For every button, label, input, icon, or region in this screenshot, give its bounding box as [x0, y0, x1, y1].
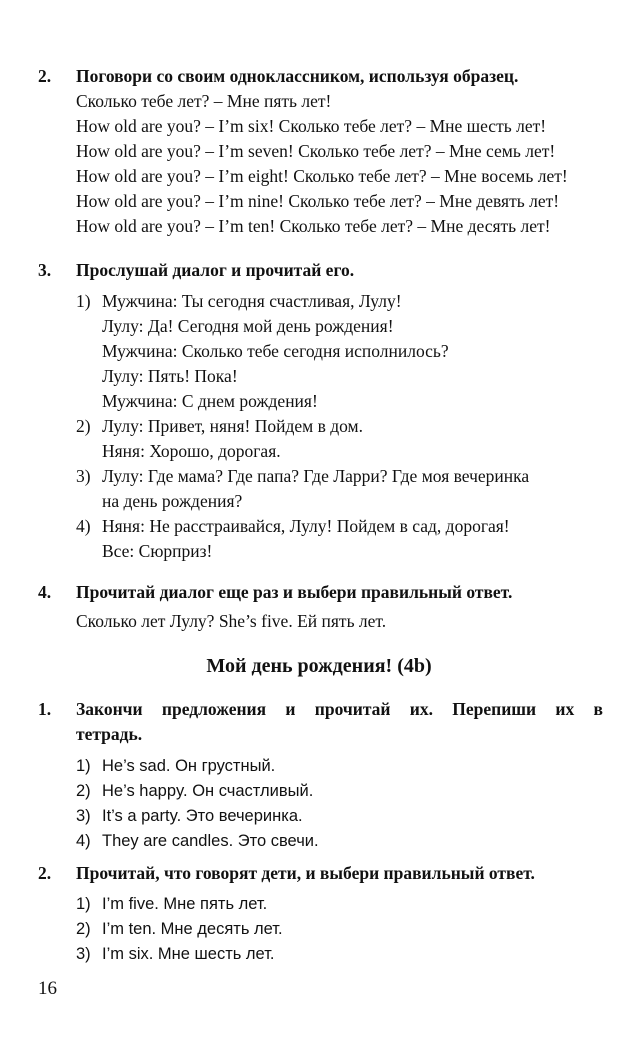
- task-1-sentences: [38, 697, 603, 854]
- item-number: 3): [76, 807, 91, 825]
- list-item: [38, 804, 603, 829]
- item-number: 3): [76, 945, 91, 963]
- dialogue-item: [38, 514, 603, 539]
- list-item: [38, 942, 603, 967]
- item-text: He’s sad. Он грустный.: [102, 757, 276, 775]
- item-number: 2): [76, 416, 91, 436]
- task-heading: [38, 258, 603, 283]
- list-item: [38, 779, 603, 804]
- item-text: He’s happy. Он счастливый.: [102, 782, 314, 800]
- item-number: 4): [76, 832, 91, 850]
- list-item: [38, 917, 603, 942]
- item-number: 3): [76, 466, 91, 486]
- page-number: 16: [38, 978, 57, 999]
- text-line: How old are you? – I’m nine! Сколько тебе лет? – Мне девять лет!: [76, 191, 560, 211]
- text-line: How old are you? – I’m ten! Сколько тебе лет? – Мне десять лет!: [76, 216, 551, 236]
- task-3-dialogue: [38, 258, 603, 564]
- text-line: How old are you? – I’m six! Сколько тебе лет? – Мне шесть лет!: [76, 116, 547, 136]
- item-number: 4): [76, 516, 91, 536]
- task-heading: [38, 64, 603, 89]
- item-text: It’s a party. Это вечеринка.: [102, 807, 303, 825]
- task-heading: [38, 861, 603, 886]
- item-number: 2): [76, 782, 91, 800]
- task-4-answer: [38, 580, 603, 634]
- task-heading-continued: [38, 722, 603, 747]
- item-text: Лулу: Привет, няня! Пойдем в дом.: [102, 416, 363, 436]
- dialogue-line: Няня: Хорошо, дорогая.: [102, 441, 281, 461]
- dialogue-line: Лулу: Пять! Пока!: [102, 366, 238, 386]
- answer-line: Сколько лет Лулу? She’s five. Ей пять лет.: [76, 611, 387, 631]
- dialogue-line: Лулу: Да! Сегодня мой день рождения!: [102, 316, 394, 336]
- list-item: [38, 754, 603, 779]
- task-number: 4.: [38, 582, 52, 602]
- task-number: 2.: [38, 863, 52, 883]
- dialogue-item: [38, 464, 603, 489]
- section-title: Мой день рождения! (4b): [206, 655, 432, 677]
- task-2-conversation: [38, 64, 603, 239]
- text-line: Сколько тебе лет? – Мне пять лет!: [76, 91, 332, 111]
- text-line: How old are you? – I’m seven! Сколько тебе лет? – Мне семь лет!: [76, 141, 556, 161]
- dialogue-line: Все: Сюрприз!: [102, 541, 213, 561]
- dialogue-line: Мужчина: Сколько тебе сегодня исполнилось?: [102, 341, 449, 361]
- task-title: Прослушай диалог и прочитай его.: [76, 260, 355, 280]
- item-text: I’m five. Мне пять лет.: [102, 895, 268, 913]
- task-heading: [38, 580, 603, 605]
- item-text: I’m six. Мне шесть лет.: [102, 945, 275, 963]
- text-line: How old are you? – I’m eight! Сколько тебе лет? – Мне восемь лет!: [76, 166, 568, 186]
- dialogue-item: [38, 289, 603, 314]
- task-heading: [38, 697, 603, 722]
- item-number: 1): [76, 757, 91, 775]
- task-number: 1.: [38, 699, 52, 719]
- item-text: I’m ten. Мне десять лет.: [102, 920, 283, 938]
- item-number: 1): [76, 291, 91, 311]
- task-title: Закончи предложения и прочитай их. Перепиши их в: [76, 699, 603, 719]
- dialogue-line: Мужчина: С днем рождения!: [102, 391, 318, 411]
- item-text: Мужчина: Ты сегодня счастливая, Лулу!: [102, 291, 402, 311]
- task-title-continued: тетрадь.: [76, 724, 143, 744]
- dialogue-line: на день рождения?: [102, 491, 243, 511]
- item-number: 2): [76, 920, 91, 938]
- task-title: Поговори со своим одноклассником, используя образец.: [76, 66, 519, 86]
- list-item: [38, 829, 603, 854]
- item-text: They are candles. Это свечи.: [102, 832, 319, 850]
- item-text: Няня: Не расстраивайся, Лулу! Пойдем в сад, дорогая!: [102, 516, 510, 536]
- dialogue-item: [38, 414, 603, 439]
- task-title: Прочитай диалог еще раз и выбери правильный ответ.: [76, 582, 513, 602]
- task-number: 2.: [38, 66, 52, 86]
- item-text: Лулу: Где мама? Где папа? Где Ларри? Где моя вечеринка: [102, 466, 530, 486]
- item-number: 1): [76, 895, 91, 913]
- task-2-children: [38, 861, 603, 967]
- task-title: Прочитай, что говорят дети, и выбери правильный ответ.: [76, 863, 535, 883]
- task-number: 3.: [38, 260, 52, 280]
- list-item: [38, 892, 603, 917]
